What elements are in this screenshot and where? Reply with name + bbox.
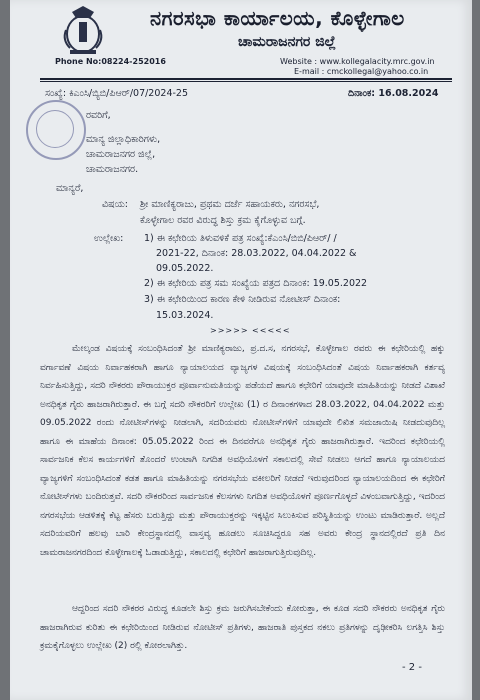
website-line: Website : www.kollegalacity.mrc.gov.in (280, 57, 435, 66)
recipient-line: ಚಾಮರಾಜನಗರ ಜಿಲ್ಲೆ, (86, 149, 156, 160)
body-paragraph: ಆದ್ದರಿಂದ ಸದರಿ ನೌಕರರ ವಿರುದ್ಧ ಕೂಡಲೇ ಶಿಸ್ತು ಕ್ರಮ ಜರುಗಿಸಬೇಕೆಂದು ಕೋರುತ್ತಾ, ಈ ಕೂಡ ಸದರಿ ನೌಕರರು ಅನಧಿಕೃತ ಗೈರು ಹಾಜರಾಗಿರುವ ಕುರಿತು ಈ ಕಛೇರಿಯಿಂದ ನೀಡಿರುವ ನೋಟೀಸ್ ಪ್ರತಿಗಳು, ಹಾಜರಾತಿ ಪುಸ್ತಕದ ನಕಲು ಪ್ರತಿಗಳನ್ನು ದೃಢೀಕರಿಸಿ ಲಗತ್ತಿಸಿ ಶಿಸ್ತು ಕ್ರಮಕೈಗೊಳ್ಳಲು ಉಲ್ಲೇಖ (2) ರಲ್ಲಿ ಕೋರಲಾಗಿತ್ತು. (40, 604, 445, 651)
reference-item: 3) ಈ ಕಛೇರಿಯಿಂದ ಕಾರಣ ಕೇಳಿ ನೀಡಿರುವ ನೋಟೀಸ್ ದಿನಾಂಕ: (144, 294, 341, 305)
subject-line: ಶ್ರೀ ಮಾಣಿಕ್ಯರಾಜು, ಪ್ರಥಮ ದರ್ಜೆ ಸಹಾಯಕರು, ನಗರಸಭೆ, (140, 199, 320, 210)
letter-page (10, 0, 472, 700)
addressee-label: ರವರಿಗೆ, (86, 110, 111, 121)
reference-item: 2) ಈ ಕಛೇರಿಯ ಪತ್ರ ಸಮ ಸಂಖ್ಯೆಯ ಪತ್ರದ ದಿನಾಂಕ: 19.05.2022 (144, 278, 368, 289)
separator: >>>>> <<<<< (210, 326, 291, 335)
email-line: E-mail : cmckollegal@yahoo.co.in (294, 67, 429, 76)
district-name: ಚಾಮರಾಜನಗರ ಜಿಲ್ಲೆ (238, 34, 336, 50)
office-title: ನಗರಸಭಾ ಕಾರ್ಯಾಲಯ, ಕೊಳ್ಳೇಗಾಲ (150, 6, 405, 30)
subject-line: ಕೊಳ್ಳೇಗಾಲ ರವರ ವಿರುದ್ಧ ಶಿಸ್ತು ಕ್ರಮ ಕೈಗೊಳ್ಳುವ ಬಗ್ಗೆ. (140, 215, 306, 226)
reference-item: 15.03.2024. (156, 310, 214, 321)
salutation: ಮಾನ್ಯರೆ, (56, 183, 84, 194)
recipient-line: ಚಾಮರಾಜನಗರ. (86, 164, 139, 175)
letter-date: ದಿನಾಂಕ: 16.08.2024 (348, 88, 439, 99)
page-number: - 2 - (402, 662, 422, 673)
office-seal-stamp (26, 100, 86, 160)
reference-item: 2021-22, ದಿನಾಂಕ: 28.03.2022, 04.04.2022 & (156, 248, 357, 259)
body-paragraph: ಮೇಲ್ಕಂಡ ವಿಷಯಕ್ಕೆ ಸಂಬಂಧಿಸಿದಂತೆ ಶ್ರೀ ಮಾಣಿಕ್ಯರಾಜು, ಪ್ರ.ದ.ಸ, ನಗರಸಭೆ, ಕೊಳ್ಳೇಗಾಲ ರವರು ಈ ಕಛೇರಿಯಲ್ಲಿ ಹಕ್ಕು ವರ್ಗಾವಣೆ ವಿಷಯ ನಿರ್ವಾಹಕರಾಗಿ ಹಾಗೂ ನ್ಯಾಯಾಲಯದ ವ್ಯಾಜ್ಯಗಳ ವಿಷಯಕ್ಕೆ ಸಂಬಂಧಿಸಿದಂತೆ ವಿಷಯ ನಿರ್ವಾಹಕರಾಗಿ ಕರ್ತವ್ಯ ನಿರ್ವಹಿಸುತ್ತಿದ್ದು, ಸದರಿ ನೌಕರರು ಪೌರಾಯುಕ್ತರ ಪೂರ್ವಾನುಮತಿಯನ್ನು ಪಡೆಯದೆ ಹಾಗೂ ಕಛೇರಿಗೆ ಯಾವುದೇ ಮಾಹಿತಿಯನ್ನು ನೀಡದೆ ವಿಶಾಖೆ ಅನಧಿಕೃತ ಗೈರು ಹಾಜರಾಗಿರುತ್ತಾರೆ. ಈ ಬಗ್ಗೆ ಸದರಿ ನೌಕರರಿಗೆ ಉಲ್ಲೇಖ (1) ರ ದಿನಾಂಕಗಳಾದ 28.03.2022, 04.04.2022 ಮತ್ತು 09.05.2022 ರಂದು ನೋಟೀಸ್‌ಗಳನ್ನು ನೀಡಲಾಗಿ, ಸದರಿಯವರು ನೋಟೀಸ್‌ಗಳಿಗೆ ಯಾವುದೇ ಲಿಖಿತ ಸಮಜಾಯಿಷಿ ನೀಡದುವುದಿಲ್ಲ ಹಾಗೂ ಈ ಮಾಹೆಯ ದಿನಾಂಕ: 05.05.2022 ರಿಂದ ಈ ದಿನವರೆಗೂ ಅನಧಿಕೃತ ಗೈರು ಹಾಜರಾಗಿರುತ್ತಾರೆ. ಇದರಿಂದ ಕಛೇರಿಯಲ್ಲಿ ಸಾರ್ವಜನಿಕ ಕೆಲಸ ಕಾರ್ಯಗಳಿಗೆ ತೊಂದರೆ ಉಂಟಾಗಿ ನಿಗದಿತ ಅವಧಿಯೊಳಗೆ ಸಕಾಲದಲ್ಲಿ ಸೇವೆ ನೀಡಲು ಆಗದೆ ಹಾಗೂ ನ್ಯಾಯಾಲಯದ ವ್ಯಾಜ್ಯಗಳಿಗೆ ಸಂಬಂಧಿಸಿದಂತೆ ಕಡತ ಹಾಗೂ ಮಾಹಿತಿಯನ್ನು ನಗರಸಭೆಯ ವಕೀಲರಿಗೆ ನೀಡದೆ ಇರುವುದರಿಂದ ನ್ಯಾಯಾಲಯದಿಂದ ಈ ಕಛೇರಿಗೆ ನೋಟೀಸ್‌ಗಳು ಬಂದಿರುತ್ತವೆ. ಸದರಿ ನೌಕರರಿಂದ ಸಾರ್ವಜನಿಕ ಕೆಲಸಗಳು ನಿಗದಿತ ಅವಧಿಯೊಳಗೆ ಪೂರ್ಣಗೊಳ್ಳದೆ ವಿಳಂಬವಾಗುತ್ತಿದ್ದು, ಇದರಿಂದ ನಗರಸಭೆಯ ಆಡಳಿತಕ್ಕೆ ಕೆಟ್ಟ ಹೆಸರು ಬರುತ್ತಿದ್ದು ಮತ್ತು ಪೌರಾಯುಕ್ತರನ್ನು ಇಕ್ಕಟ್ಟಿನ ಸಿಲುಕಿಸುವ ಪರಿಸ್ಥಿತಿಯನ್ನು ಉಂಟು ಮಾಡಿರುತ್ತಾರೆ. ಅಲ್ಲದೆ ಸದರಿಯವರಿಗೆ ಹಲವು ಬಾರಿ ಕೇಂದ್ರಸ್ಥಾನದಲ್ಲಿ ವಾಸ್ತವ್ಯ ಹೂಡಲು ಸೂಚಿಸಿದ್ದರೂ ಸಹ ಅವರು ಕೇಂದ್ರ ಸ್ಥಾನದಲ್ಲಿರದೆ ಪ್ರತಿ ದಿನ ಚಾಮರಾಜನಗರದಿಂದ ಕೊಳ್ಳೇಗಾಲಕ್ಕೆ ಓಡಾಡುತ್ತಿದ್ದು, ಸಕಾಲದಲ್ಲಿ ಕಛೇರಿಗೆ ಹಾಜರಾಗುತ್ತಿರುವುದಿಲ್ಲ. (40, 344, 445, 558)
reference-number: ಸಂಖ್ಯೆ: ಕಿಎಂಸಿ/ಬ್ಯಿಬಿ/ಪಿಆರ್/07/2024-25 (45, 88, 189, 99)
header-rule-thin (40, 81, 452, 82)
reference-item: 09.05.2022. (156, 263, 214, 274)
phone-number: Phone No:08224-252016 (55, 57, 166, 66)
references-label: ಉಲ್ಲೇಖ: (94, 233, 124, 244)
subject-label: ವಿಷಯ: (102, 199, 128, 210)
reference-item: 1) ಈ ಕಛೇರಿಯ ತಿಳುವಳಿಕೆ ಪತ್ರ ಸಂಖ್ಯೆ:ಕೆಎಂಸಿ/ಬಿಬಿ/ಪಿಆರ್/ / (144, 233, 337, 244)
header-rule (40, 78, 452, 80)
recipient-line: ಮಾನ್ಯ ಜಿಲ್ಲಾಧಿಕಾರಿಗಳು, (86, 134, 161, 145)
state-emblem-icon (60, 4, 106, 56)
